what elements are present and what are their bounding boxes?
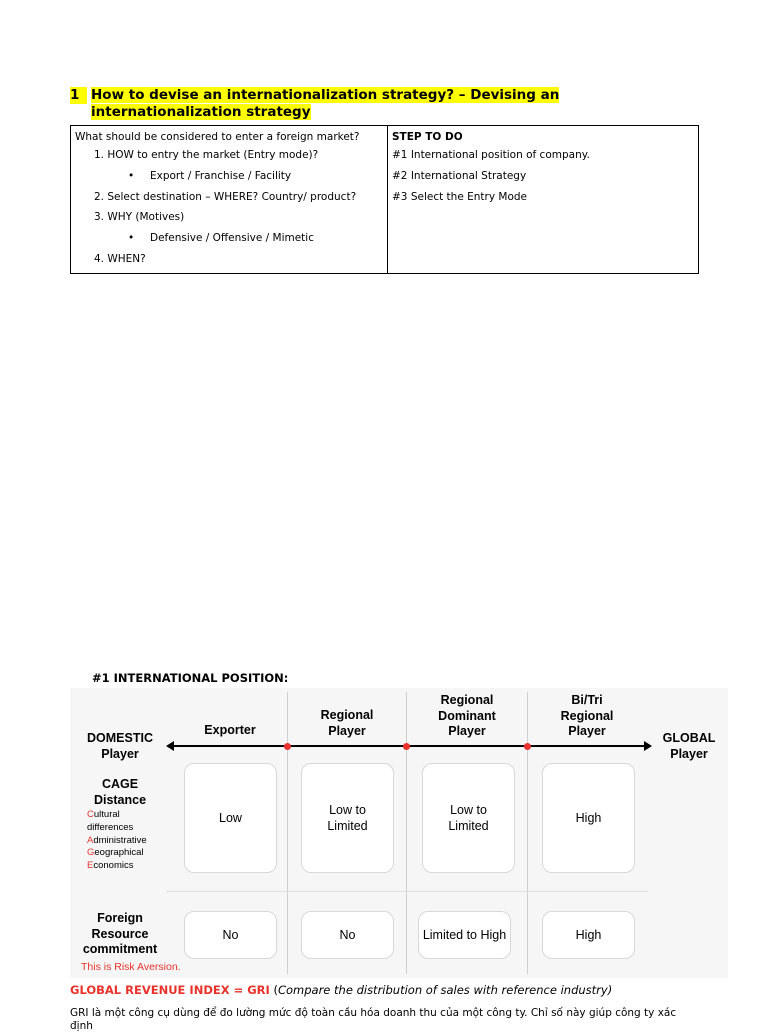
gri-subtitle: Compare the distribution of sales with reference industry) [277, 983, 613, 997]
cage-distance-label: CAGE Distance [93, 777, 147, 807]
gri-description-continued: định [70, 1020, 93, 1032]
cage-value-exporter: Low [184, 763, 277, 873]
bullet-icon: • [128, 169, 135, 182]
step-item: #2 International Strategy [392, 169, 527, 182]
column-divider [527, 692, 528, 974]
bullet-icon: • [128, 232, 135, 245]
cage-value-bitri-regional: High [542, 763, 635, 873]
steps-header: STEP TO DO [392, 131, 463, 143]
heading-text [91, 87, 630, 121]
foreign-value-regional-dominant: Limited to High [418, 911, 511, 959]
cage-value-regional-dominant: Low to Limited [422, 763, 515, 873]
axis-marker [524, 743, 531, 750]
list-item: 4. WHEN? [94, 252, 146, 265]
column-header-regional-dominant: Regional Dominant Player [438, 693, 496, 738]
gri-title: GLOBAL REVENUE INDEX = GRI [70, 983, 270, 997]
cage-item: Economics [87, 860, 134, 872]
heading-line-2: internationalization strategy [91, 104, 311, 120]
step-item: #1 International position of company. [392, 149, 590, 161]
cage-item: differences [87, 821, 134, 833]
column-header-exporter: Exporter [204, 723, 256, 737]
cage-breakdown [87, 809, 147, 873]
risk-aversion-note: This is Risk Aversion. [81, 961, 181, 973]
list-item: 1. HOW to entry the market (Entry mode)? [94, 149, 319, 161]
domestic-player-label: DOMESTIC Player [87, 731, 153, 761]
list-subitem: • Export / Franchise / Facility [75, 166, 383, 187]
international-position-title: #1 INTERNATIONAL POSITION: [92, 671, 289, 685]
foreign-value-regional-player: No [301, 911, 394, 959]
steps-cell [388, 126, 699, 274]
arrow-left-icon [166, 741, 174, 751]
foreign-value-bitri-regional: High [542, 911, 635, 959]
considerations-header: What should be considered to enter a foreign market? [75, 131, 360, 143]
global-player-label: GLOBAL Player [662, 731, 716, 761]
cage-item: Geographical [87, 847, 144, 859]
column-header-regional-player: Regional Player [320, 708, 374, 738]
row-divider [166, 891, 648, 892]
cage-value-regional-player: Low to Limited [301, 763, 394, 873]
axis-marker [403, 743, 410, 750]
list-item: 3. WHY (Motives) [94, 211, 185, 224]
section-heading [70, 87, 630, 121]
foreign-resource-label: Foreign Resource commitment [82, 911, 158, 956]
cage-item: Administrative [87, 834, 147, 846]
column-header-bitri-regional: Bi/Tri Regional Player [560, 693, 614, 738]
arrow-right-icon [644, 741, 652, 751]
international-position-diagram [70, 688, 728, 978]
cage-item: Cultural [87, 809, 120, 820]
list-subitem: • Defensive / Offensive / Mimetic [75, 228, 383, 249]
foreign-value-exporter: No [184, 911, 277, 959]
gri-heading: GLOBAL REVENUE INDEX = GRI (Compare the distribution of sales with reference industry) [70, 983, 613, 997]
column-divider [406, 692, 407, 974]
strategy-table [70, 125, 699, 274]
column-divider [287, 692, 288, 974]
axis-marker [284, 743, 291, 750]
considerations-cell [71, 126, 388, 274]
list-item: 2. Select destination – WHERE? Country/ product? [94, 190, 357, 203]
heading-number: 1 [70, 87, 87, 104]
gri-description: GRI là một công cụ dùng để đo lường mức độ toàn cầu hóa doanh thu của một công ty. Chỉ số này giúp công ty xác [70, 1007, 677, 1019]
step-item: #3 Select the Entry Mode [392, 190, 527, 203]
heading-line-1: How to devise an internationalization strategy? – Devising an [91, 87, 560, 103]
